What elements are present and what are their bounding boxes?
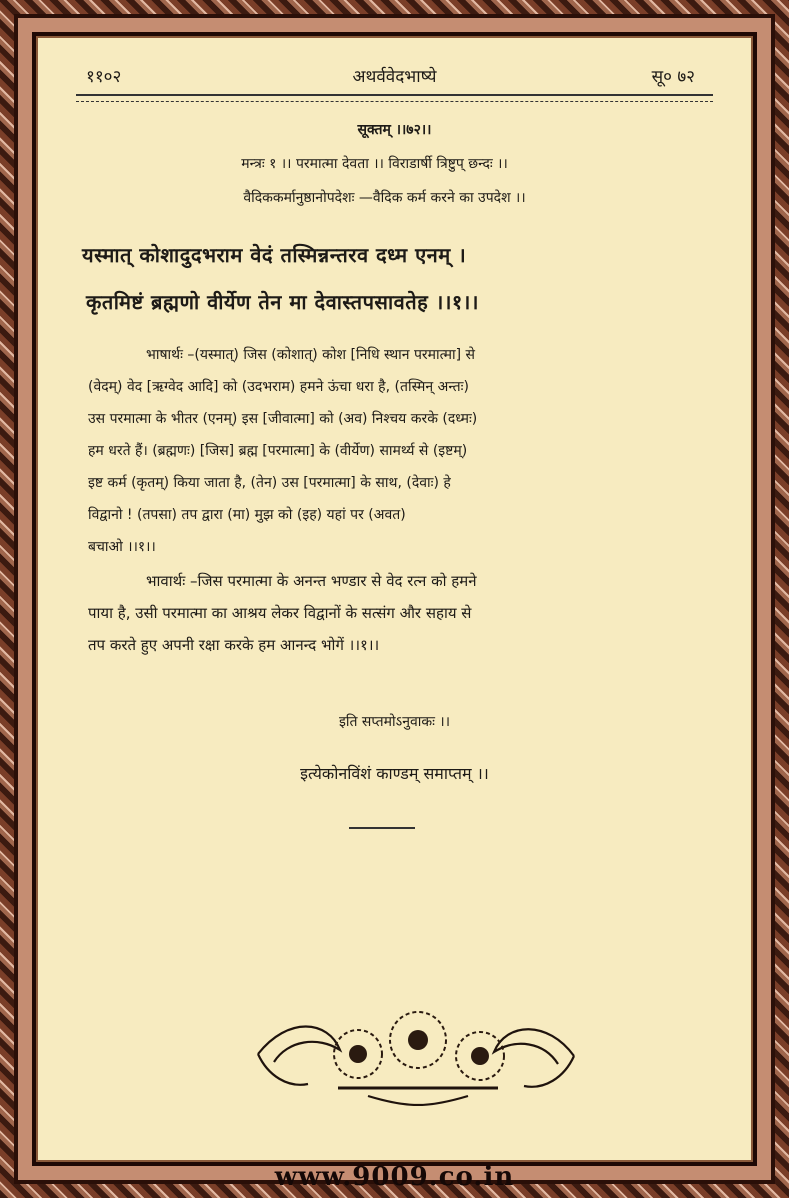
book-title: अथर्ववेदभाष्ये bbox=[352, 67, 437, 87]
closing-rule bbox=[349, 827, 415, 829]
bhavartha-line: तप करते हुए अपनी रक्षा करके हम आनन्द भोगें ।।१।। bbox=[88, 636, 380, 654]
sukta-title: सूक्तम् ।।७२।। bbox=[357, 122, 432, 138]
bhashartha-line: विद्वानो ! (तपसा) तप द्वारा (मा) मुझ को (इह) यहां पर (अवत) bbox=[88, 507, 406, 523]
bhashartha-line: (वेदम्) वेद [ऋग्वेद आदि] को (उदभराम) हमने ऊंचा धरा है, (तस्मिन् अन्तः) bbox=[88, 379, 469, 395]
mantra-meta: मन्त्रः १ ।। परमात्मा देवता ।। विराडार्षी त्रिष्टुप् छन्दः ।। bbox=[241, 156, 508, 172]
sukta-reference: सू० ७२ bbox=[651, 67, 695, 87]
bhavartha-line: पाया है, उसी परमात्मा का आश्रय लेकर विद्वानों के सत्संग और सहाय से bbox=[88, 604, 472, 622]
header-divider bbox=[76, 94, 713, 102]
anuvaka-end: इति सप्तमोऽनुवाकः ।। bbox=[338, 714, 451, 730]
bhavartha-line: भावार्थः –जिस परमात्मा के अनन्त भण्डार से वेद रत्न को हमने bbox=[146, 572, 477, 590]
bhashartha-line: हम धरते हैं। (ब्रह्मणः) [जिस] ब्रह्म [परमात्मा] के (वीर्येण) सामर्थ्य से (इष्टम्) bbox=[88, 443, 468, 459]
kanda-end: इत्येकोनविंशं काण्डम् समाप्तम् ।। bbox=[300, 764, 489, 783]
page-header bbox=[76, 58, 713, 88]
floral-ornament-icon bbox=[248, 996, 584, 1106]
mantra-line-2: कृतमिष्टं ब्रह्मणो वीर्येण तेन मा देवास्तपसावतेह ।।१।। bbox=[86, 290, 479, 314]
bhashartha-line: भाषार्थः –(यस्मात्) जिस (कोशात्) कोश [निधि स्थान परमात्मा] से bbox=[146, 347, 475, 363]
page-number: ११०२ bbox=[86, 67, 122, 87]
mantra-line-1: यस्मात् कोशादुदभराम वेदं तस्मिन्नन्तरव दध्म एनम् । bbox=[82, 243, 467, 267]
upadesha-line: वैदिककर्मानुष्ठानोपदेशः —वैदिक कर्म करने का उपदेश ।। bbox=[243, 190, 526, 206]
bhashartha-line: बचाओ ।।१।। bbox=[88, 539, 156, 555]
book-page bbox=[36, 36, 753, 1162]
bhashartha-line: इष्ट कर्म (कृतम्) किया जाता है, (तेन) उस [परमात्मा] के साथ, (देवाः) हे bbox=[88, 475, 451, 491]
bhashartha-line: उस परमात्मा के भीतर (एनम्) इस [जीवात्मा] को (अव) निश्चय करके (दध्मः) bbox=[88, 411, 478, 427]
website-watermark: www.9009.co.in bbox=[274, 1162, 515, 1192]
